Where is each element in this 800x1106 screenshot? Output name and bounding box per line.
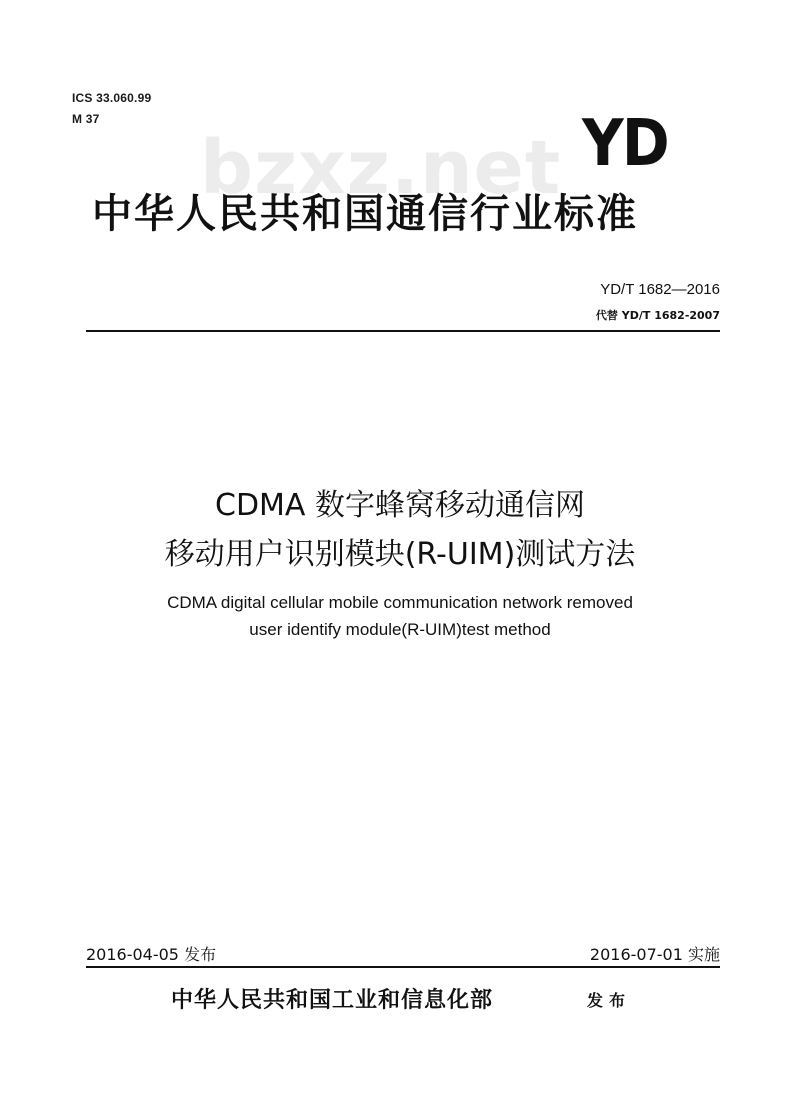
implementation-date: 2016-07-01 实施 xyxy=(589,945,720,964)
standard-number: YD/T 1682—2016 xyxy=(600,281,720,298)
bottom-divider xyxy=(86,966,720,968)
document-title-en-line1: CDMA digital cellular mobile communication network removed xyxy=(167,593,633,612)
replaced-standard: 代替 YD/T 1682-2007 xyxy=(595,309,720,322)
publisher-name: 中华人民共和国工业和信息化部 xyxy=(171,987,494,1013)
issue-date: 2016-04-05 发布 xyxy=(86,945,217,964)
publisher-suffix: 发布 xyxy=(587,991,632,1010)
classification-code: M 37 xyxy=(72,112,100,126)
ics-code: ICS 33.060.99 xyxy=(72,91,152,105)
top-divider xyxy=(86,330,720,332)
document-title-cn-line2: 移动用户识别模块(R-UIM)测试方法 xyxy=(164,537,636,572)
watermark-text: bzxz.net xyxy=(200,125,562,211)
document-title-cn-line1: CDMA 数字蜂窝移动通信网 xyxy=(215,488,585,523)
standard-category-title: 中华人民共和国通信行业标准 xyxy=(92,191,638,237)
document-title-en-line2: user identify module(R-UIM)test method xyxy=(249,620,551,639)
yd-logo: YD xyxy=(582,107,668,181)
